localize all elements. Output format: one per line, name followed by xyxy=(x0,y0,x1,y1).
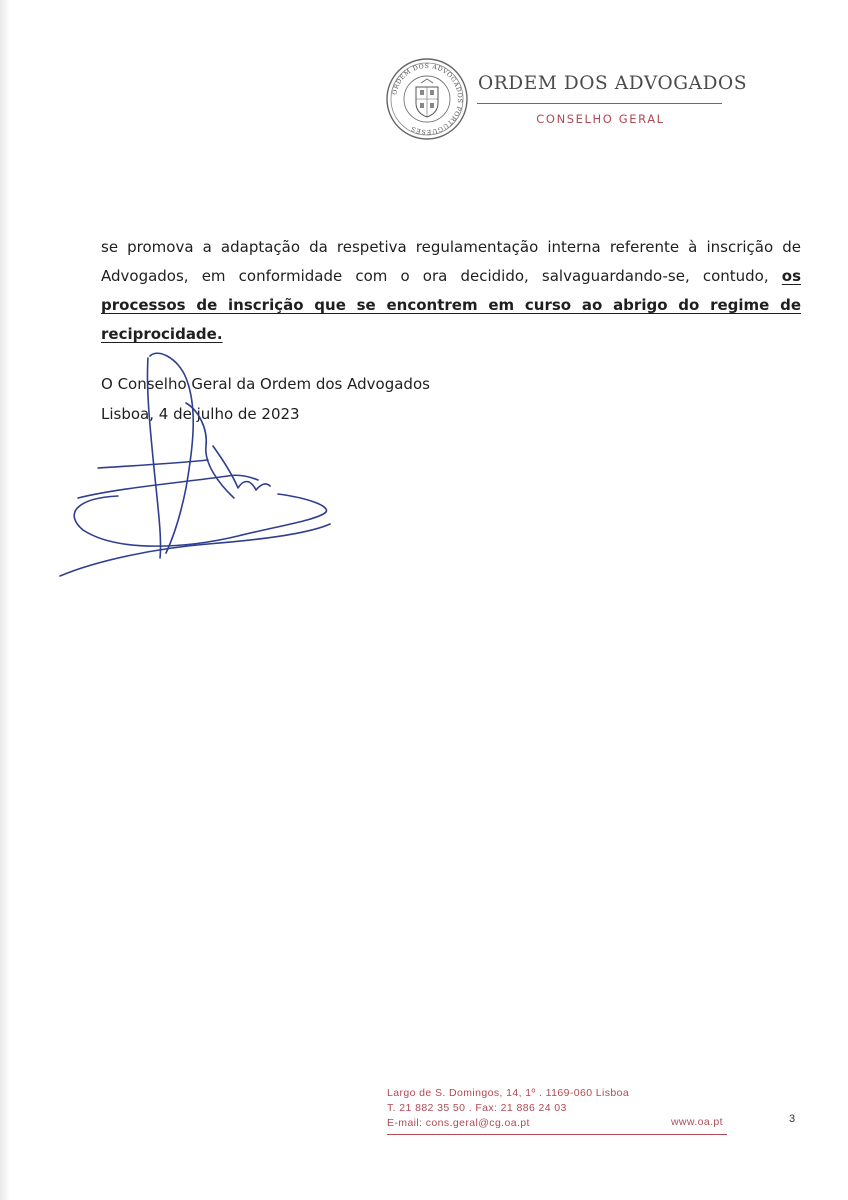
page-shadow-edge xyxy=(0,0,10,1200)
bar-seal-logo xyxy=(385,57,469,141)
footer-website: www.oa.pt xyxy=(670,1116,723,1128)
date-line: Lisboa, 4 de julho de 2023 xyxy=(101,405,300,423)
paragraph-emphasis: os processos de inscrição que se encontrem em curso ao abrigo do regime de reciprocidade. xyxy=(101,267,801,343)
seal-text: ORDEM DOS ADVOGADOS PORTUGUESES xyxy=(391,62,464,136)
paragraph-text: se promova a adaptação da respetiva regulamentação interna referente à inscrição de Advogados, em conformidade com o ora decidido, salvaguardando-se, contudo, xyxy=(101,238,801,285)
organization-name: ORDEM DOS ADVOGADOS xyxy=(478,73,748,94)
handwritten-signature xyxy=(58,348,348,588)
letterhead xyxy=(385,57,748,147)
organization-department: CONSELHO GERAL xyxy=(536,112,665,126)
footer-email: E-mail: cons.geral@cg.oa.pt xyxy=(387,1117,530,1129)
issuer-line: O Conselho Geral da Ordem dos Advogados xyxy=(101,375,430,393)
document-body xyxy=(101,233,801,349)
document-footer xyxy=(387,1086,727,1136)
page-number: 3 xyxy=(789,1113,796,1125)
footer-address: Largo de S. Domingos, 14, 1º . 1169-060 Lisboa xyxy=(387,1087,630,1099)
body-paragraph xyxy=(101,233,801,349)
header-divider xyxy=(477,103,722,104)
footer-divider xyxy=(387,1134,727,1135)
footer-phone-fax: T. 21 882 35 50 . Fax: 21 886 24 03 xyxy=(387,1102,567,1114)
